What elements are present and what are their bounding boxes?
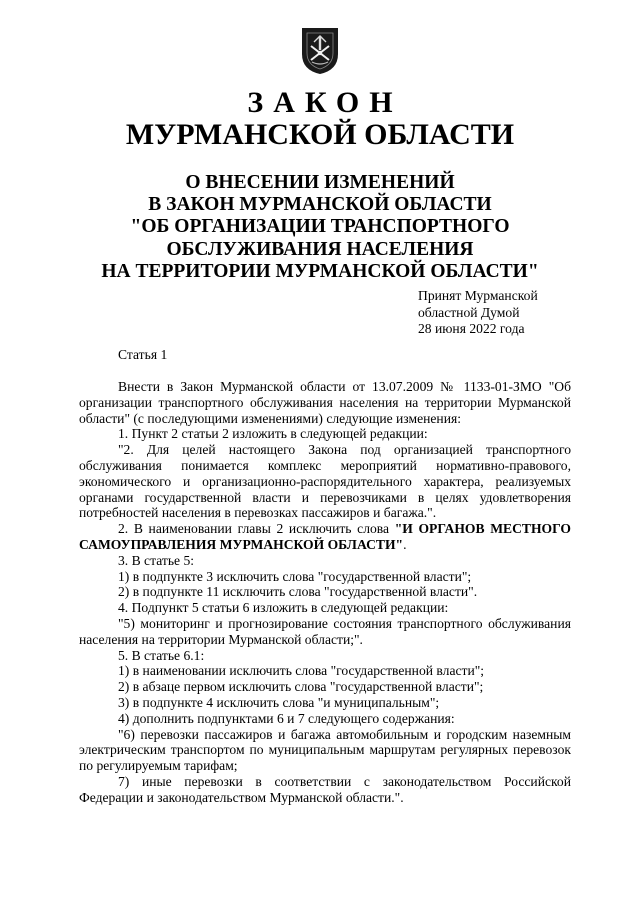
law-heading: ЗАКОН <box>247 86 403 119</box>
coat-of-arms-emblem <box>300 24 340 76</box>
paragraph: 2) в подпункте 11 исключить слова "государственной власти". <box>118 584 478 600</box>
paragraph: 1. Пункт 2 статьи 2 изложить в следующей редакции: <box>118 426 428 442</box>
paragraph: 4. Подпункт 5 статьи 6 изложить в следующей редакции: <box>118 600 449 616</box>
paragraph: 1) в подпункте 3 исключить слова "государственной власти"; <box>118 568 472 584</box>
title-line: О ВНЕСЕНИИ ИЗМЕНЕНИЙ <box>185 172 455 193</box>
paragraph: 1) в наименовании исключить слова "государственной власти"; <box>118 663 485 679</box>
title-line: В ЗАКОН МУРМАНСКОЙ ОБЛАСТИ <box>148 194 492 216</box>
paragraph: "2. Для целей настоящего Закона под организацией транспортного обслуживания понимается комплекс мероприятий нормативно-правового, экономического и организационно-распорядительного характера, реализуемых органами государственной власти и перевозчиками в целях удовлетворения потребностей населения в перевозках пассажиров и багажа.". <box>79 442 571 521</box>
paragraph: 4) дополнить подпунктами 6 и 7 следующего содержания: <box>118 710 455 726</box>
paragraph-text: . <box>403 536 407 552</box>
adoption-line: Принят Мурманской <box>418 288 538 303</box>
paragraph: "5) мониторинг и прогнозирование состояния транспортного обслуживания населения на территории Мурманской области;". <box>79 615 571 647</box>
title-line: НА ТЕРРИТОРИИ МУРМАНСКОЙ ОБЛАСТИ" <box>101 260 539 282</box>
title-line: "ОБ ОРГАНИЗАЦИИ ТРАНСПОРТНОГО <box>130 216 510 238</box>
paragraph-text: 2. В наименовании главы 2 исключить слова <box>118 521 395 537</box>
law-region-heading: МУРМАНСКОЙ ОБЛАСТИ <box>125 118 515 151</box>
adoption-line: областной Думой <box>418 304 520 320</box>
adoption-note <box>418 288 538 338</box>
article-heading: Статья 1 <box>118 347 168 362</box>
paragraph <box>79 521 571 553</box>
paragraph-bold-text: "И ОРГАНОВ МЕСТНОГО САМОУПРАВЛЕНИЯ МУРМАНСКОЙ ОБЛАСТИ" <box>79 521 572 552</box>
paragraph: 2) в абзаце первом исключить слова "государственной власти"; <box>118 679 484 695</box>
paragraph: 3) в подпункте 4 исключить слова "и муниципальным"; <box>118 694 440 710</box>
paragraph: 7) иные перевозки в соответствии с законодательством Российской Федерации и законодательством Мурманской области.". <box>79 773 571 805</box>
paragraph: "6) перевозки пассажиров и багажа автомобильным и городским наземным электрическим транспортом по муниципальным маршрутам регулярных перевозок по регулируемым тарифам; <box>79 726 571 774</box>
paragraph: 3. В статье 5: <box>118 552 195 568</box>
adoption-date: 28 июня 2022 года <box>418 321 525 337</box>
title-line: ОБСЛУЖИВАНИЯ НАСЕЛЕНИЯ <box>166 238 474 260</box>
paragraph: Внести в Закон Мурманской области от 13.07.2009 № 1133-01-ЗМО "Об организации транспортного обслуживания населения на территории Мурманской области" (с последующими изменениями) следующие изменения: <box>79 379 571 426</box>
law-title <box>70 172 570 283</box>
article-body <box>79 379 571 806</box>
paragraph: 5. В статье 6.1: <box>118 647 205 663</box>
